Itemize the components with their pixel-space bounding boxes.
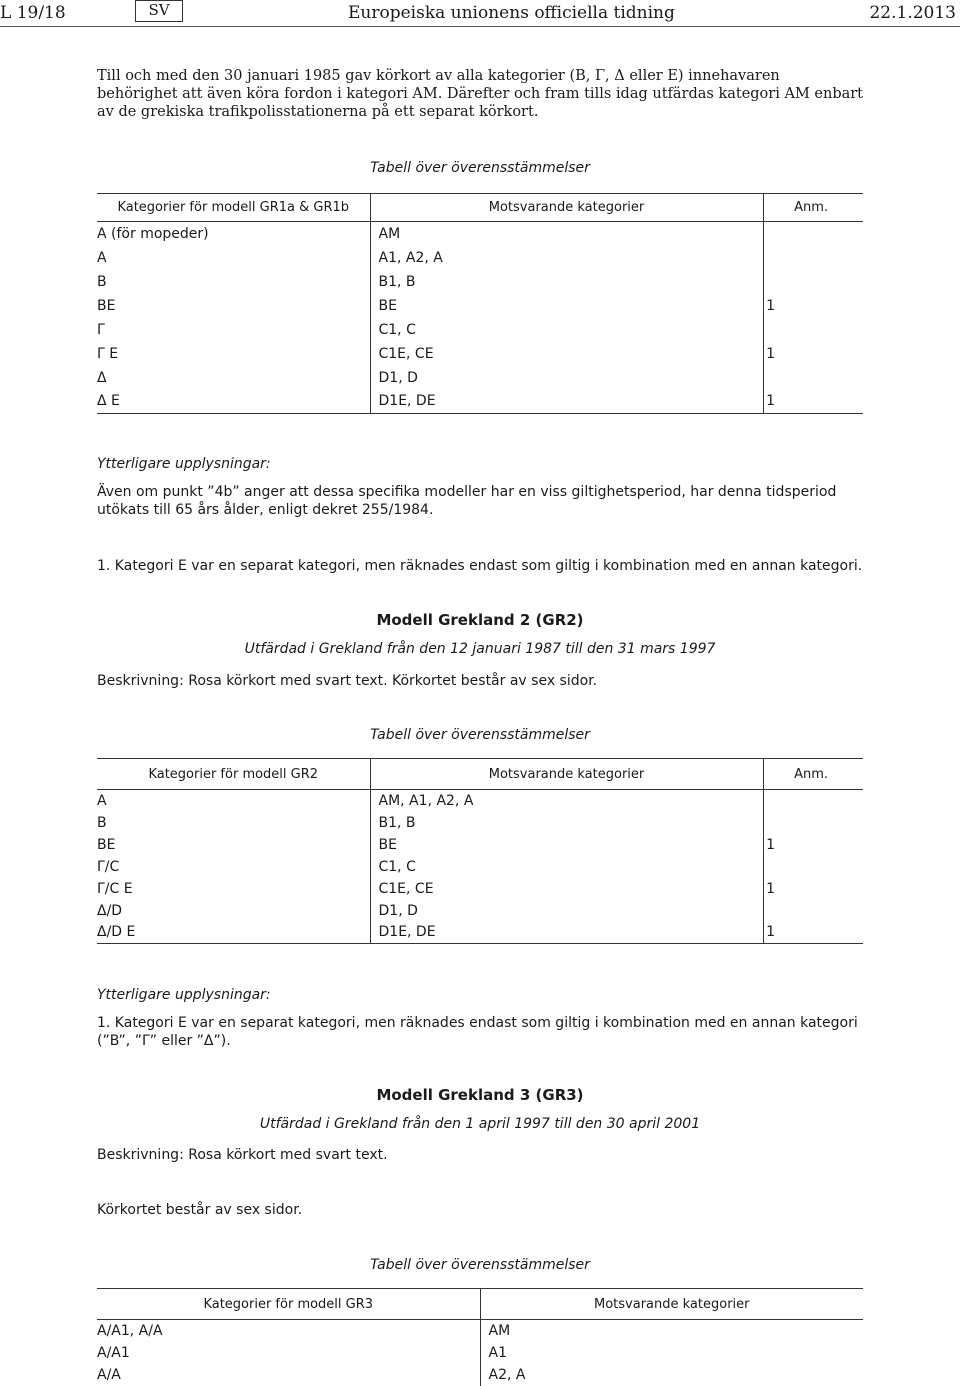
table-cell: 1 bbox=[763, 922, 863, 944]
table-cell: BE bbox=[370, 294, 763, 318]
gr3-correspondence-table bbox=[97, 1288, 863, 1386]
table-cell bbox=[763, 246, 863, 270]
table-cell: B1, B bbox=[370, 812, 763, 834]
table-cell: AM bbox=[480, 1320, 863, 1342]
table-cell: A/A bbox=[97, 1366, 121, 1383]
table-cell: D1E, DE bbox=[370, 390, 763, 414]
table-cell: A/A1, A/A bbox=[97, 1322, 163, 1339]
gr1-additional-text: Även om punkt ”4b” anger att dessa specifika modeller har en viss giltighetsperiod, har denna tidsperiod utökats till 65 års ålder, enligt dekret 255/1984. bbox=[97, 484, 837, 518]
table-cell: Δ/D bbox=[97, 902, 123, 919]
table-cell bbox=[763, 270, 863, 294]
table-cell: 1 bbox=[763, 834, 863, 856]
gr1-table-title: Tabell över överensstämmelser bbox=[370, 160, 590, 176]
table-cell: B bbox=[97, 814, 107, 831]
table-row bbox=[97, 790, 863, 812]
gr2-issued: Utfärdad i Grekland från den 12 januari 1987 till den 31 mars 1997 bbox=[244, 641, 716, 657]
gr3-issued: Utfärdad i Grekland från den 1 april 1997 till den 30 april 2001 bbox=[259, 1116, 701, 1132]
gr1-additional-label: Ytterligare upplysningar: bbox=[97, 456, 271, 472]
table-row bbox=[97, 812, 863, 834]
table-cell: Δ E bbox=[97, 390, 370, 414]
table-row bbox=[97, 900, 863, 922]
table-cell: A bbox=[97, 792, 107, 809]
table-cell bbox=[763, 900, 863, 922]
table-cell bbox=[763, 222, 863, 246]
table-row bbox=[97, 878, 863, 900]
gr1-footnote: 1. Kategori E var en separat kategori, men räknades endast som giltig i kombination med en annan kategori. bbox=[97, 558, 863, 574]
gr2-footnote: 1. Kategori E var en separat kategori, men räknades endast som giltig i kombination med en annan kategori (”B”, ”Γ” eller ”Δ”). bbox=[97, 1015, 858, 1049]
table-cell bbox=[763, 790, 863, 812]
page-reference: L 19/18 bbox=[0, 3, 66, 23]
table-row bbox=[97, 1320, 863, 1342]
table-cell: 1 bbox=[763, 878, 863, 900]
table-cell: Γ/C E bbox=[97, 880, 133, 897]
table-row bbox=[97, 366, 863, 390]
column-header: Motsvarande kategorier bbox=[370, 759, 763, 790]
column-header: Motsvarande kategorier bbox=[370, 194, 763, 222]
table-row bbox=[97, 294, 863, 318]
column-header: Kategorier för modell GR1a & GR1b bbox=[97, 194, 370, 222]
gr2-correspondence-table bbox=[97, 758, 863, 944]
table-cell: C1, C bbox=[370, 856, 763, 878]
table-cell: 1 bbox=[763, 342, 863, 366]
gr3-table-title: Tabell över överensstämmelser bbox=[370, 1257, 590, 1273]
table-row bbox=[97, 834, 863, 856]
gr2-table-title: Tabell över överensstämmelser bbox=[370, 727, 590, 743]
language-badge: SV bbox=[135, 0, 183, 22]
table-row bbox=[97, 342, 863, 366]
column-header: Motsvarande kategorier bbox=[480, 1289, 863, 1320]
gr1-correspondence-table bbox=[97, 193, 863, 414]
table-cell: D1, D bbox=[370, 366, 763, 390]
intro-paragraph: Till och med den 30 januari 1985 gav körkort av alla kategorier (B, Γ, Δ eller E) innehavaren behörighet att även köra fordon i kategori AM. Därefter och fram tills idag utfärdas kategori AM enbart av de grekiska trafikpolisstationerna på ett separat körkort. bbox=[97, 68, 864, 120]
gr2-additional-label: Ytterligare upplysningar: bbox=[97, 987, 271, 1003]
table-cell: D1E, DE bbox=[370, 922, 763, 944]
table-row bbox=[97, 856, 863, 878]
table-cell: C1E, CE bbox=[370, 342, 763, 366]
table-cell: BE bbox=[97, 297, 116, 314]
table-cell: C1, C bbox=[370, 318, 763, 342]
table-cell: Δ/D E bbox=[97, 922, 370, 944]
table-row bbox=[97, 390, 863, 414]
journal-title: Europeiska unionens officiella tidning bbox=[348, 3, 675, 23]
gr2-heading: Modell Grekland 2 (GR2) bbox=[376, 611, 584, 629]
table-cell: C1E, CE bbox=[370, 878, 763, 900]
table-header-row bbox=[97, 194, 863, 222]
table-header-row bbox=[97, 1289, 863, 1320]
gr2-description: Beskrivning: Rosa körkort med svart text. Körkortet består av sex sidor. bbox=[97, 673, 598, 689]
table-cell: BE bbox=[97, 836, 116, 853]
table-cell: Γ E bbox=[97, 345, 119, 362]
table-cell: B1, B bbox=[370, 270, 763, 294]
table-cell: Γ/C bbox=[97, 858, 120, 875]
table-cell: Γ bbox=[97, 321, 105, 338]
table-cell: 1 bbox=[763, 294, 863, 318]
table-row bbox=[97, 318, 863, 342]
column-header: Kategorier för modell GR2 bbox=[97, 759, 370, 790]
table-cell: A bbox=[97, 249, 107, 266]
page-header bbox=[0, 0, 960, 27]
table-row bbox=[97, 922, 863, 944]
table-cell: Δ bbox=[97, 369, 107, 386]
gr3-description: Beskrivning: Rosa körkort med svart text. bbox=[97, 1147, 388, 1163]
table-row bbox=[97, 246, 863, 270]
table-row bbox=[97, 222, 863, 246]
table-cell: A1, A2, A bbox=[370, 246, 763, 270]
table-cell: AM bbox=[370, 222, 763, 246]
table-cell: A2, A bbox=[480, 1364, 863, 1386]
table-cell: A (för mopeder) bbox=[97, 225, 209, 242]
table-row bbox=[97, 270, 863, 294]
table-cell bbox=[763, 856, 863, 878]
column-header: Kategorier för modell GR3 bbox=[97, 1289, 480, 1320]
table-cell bbox=[763, 318, 863, 342]
table-cell: 1 bbox=[763, 390, 863, 414]
table-cell: AM, A1, A2, A bbox=[370, 790, 763, 812]
table-header-row bbox=[97, 759, 863, 790]
table-cell: BE bbox=[370, 834, 763, 856]
table-cell bbox=[763, 366, 863, 390]
gr3-pages: Körkortet består av sex sidor. bbox=[97, 1202, 303, 1218]
table-cell bbox=[763, 812, 863, 834]
table-cell: B bbox=[97, 273, 107, 290]
gr3-heading: Modell Grekland 3 (GR3) bbox=[376, 1086, 584, 1104]
table-row bbox=[97, 1342, 863, 1364]
publication-date: 22.1.2013 bbox=[869, 3, 956, 23]
column-header: Anm. bbox=[763, 759, 863, 790]
table-cell: A/A1 bbox=[97, 1344, 130, 1361]
table-row bbox=[97, 1364, 863, 1386]
table-cell: D1, D bbox=[370, 900, 763, 922]
table-cell: A1 bbox=[480, 1342, 863, 1364]
column-header: Anm. bbox=[763, 194, 863, 222]
